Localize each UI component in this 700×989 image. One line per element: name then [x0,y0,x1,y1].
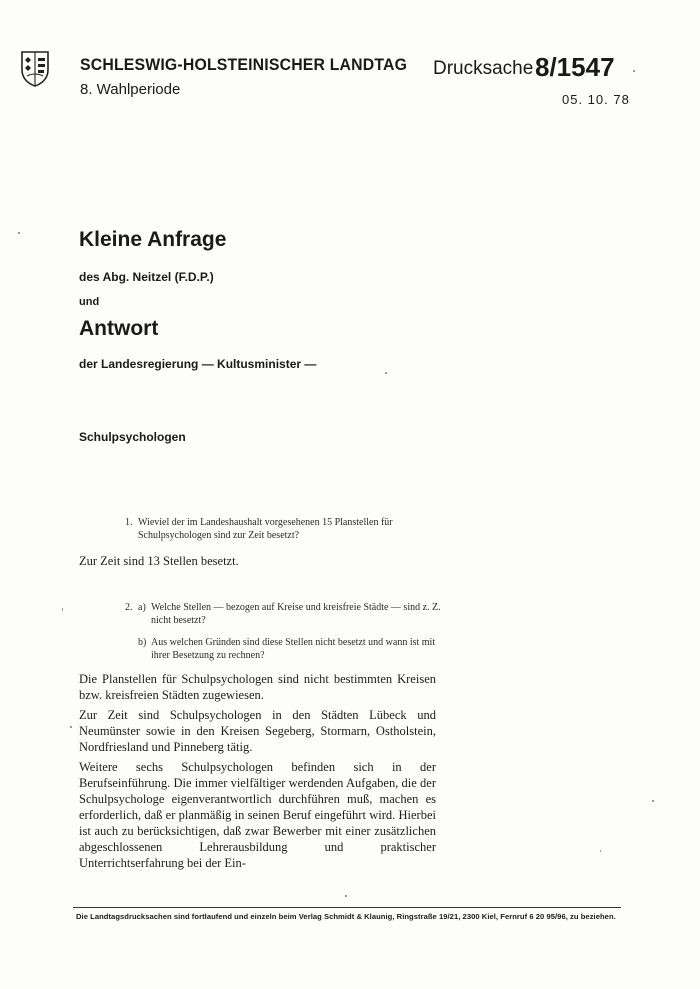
answer-paragraph: Zur Zeit sind Schulpsychologen in den Städten Lübeck und Neumünster sowie in den Kreisen Segeberg, Stormarn, Ostholstein, Nordfriesland und Pinneberg tätig. [79,708,436,754]
scan-speck [70,726,72,728]
answer-1: Zur Zeit sind 13 Stellen besetzt. [79,554,239,568]
question-1 [125,517,455,542]
question-2a-text: Welche Stellen — bezogen auf Kreise und kreisfreie Städte — sind z. Z. nicht besetzt? [151,602,441,626]
question-2b [138,637,456,662]
responder-line: der Landesregierung — Kultusminister — [79,357,317,371]
question-2b-text: Aus welchen Gründen sind diese Stellen nicht besetzt und wann ist mit ihrer Besetzung zu rechnen? [151,637,436,661]
question-1-number: 1. [125,517,133,528]
scan-speck [18,232,20,234]
title-antwort: Antwort [79,317,159,340]
asker-line: des Abg. Neitzel (F.D.P.) [79,270,214,284]
question-2a-label: a) [138,602,146,613]
title-kleine-anfrage: Kleine Anfrage [79,228,227,251]
scan-speck [385,372,387,374]
scan-speck [652,800,654,802]
question-2-number: 2. [125,602,133,613]
legislative-period: 8. Wahlperiode [80,81,181,98]
document-date: 05. 10. 78 [562,92,630,107]
drucksache-number: 8/1547 [535,52,615,82]
topic-heading: Schulpsychologen [79,430,186,444]
question-1-text: Wieviel der im Landeshaushalt vorgesehenen 15 Planstellen für Schulpsychologen sind zur Zeit besetzt? [138,517,393,541]
coat-of-arms-icon [20,50,50,88]
scan-speck [600,850,601,852]
question-2a [125,602,455,627]
answer-2 [79,671,436,875]
parliament-name: SCHLESWIG-HOLSTEINISCHER LANDTAG [80,55,408,74]
answer-paragraph: Weitere sechs Schulpsychologen befinden sich in der Berufseinführung. Die immer vielfältiger werdenden Aufgaben, die der Schulpsychologe eigenverantwortlich durchführen muß, machen es erforderlich, daß er planmäßig in seinen Beruf eingeführt wird. Hierbei ist auch zu berücksichtigen, daß zwar Bewerber mit einer zusätzlichen abgeschlossenen Lehrerausbildung und praktischer Unterrichtserfahrung bei der Ein- [79,760,436,870]
scan-speck [345,895,347,897]
scan-speck [62,608,63,611]
answer-paragraph: Die Planstellen für Schulpsychologen sind nicht bestimmten Kreisen bzw. kreisfreien Städten zugewiesen. [79,672,436,702]
question-2b-label: b) [138,637,147,648]
footer-note: Die Landtagsdrucksachen sind fortlaufend und einzeln beim Verlag Schmidt & Klaunig, Ringstraße 19/21, 2300 Kiel, Fernruf 6 20 95/96, zu beziehen. [76,912,616,921]
drucksache-label: Drucksache [433,58,534,79]
footer-divider [73,907,621,908]
scan-speck [633,70,635,72]
und-connector: und [79,296,100,308]
